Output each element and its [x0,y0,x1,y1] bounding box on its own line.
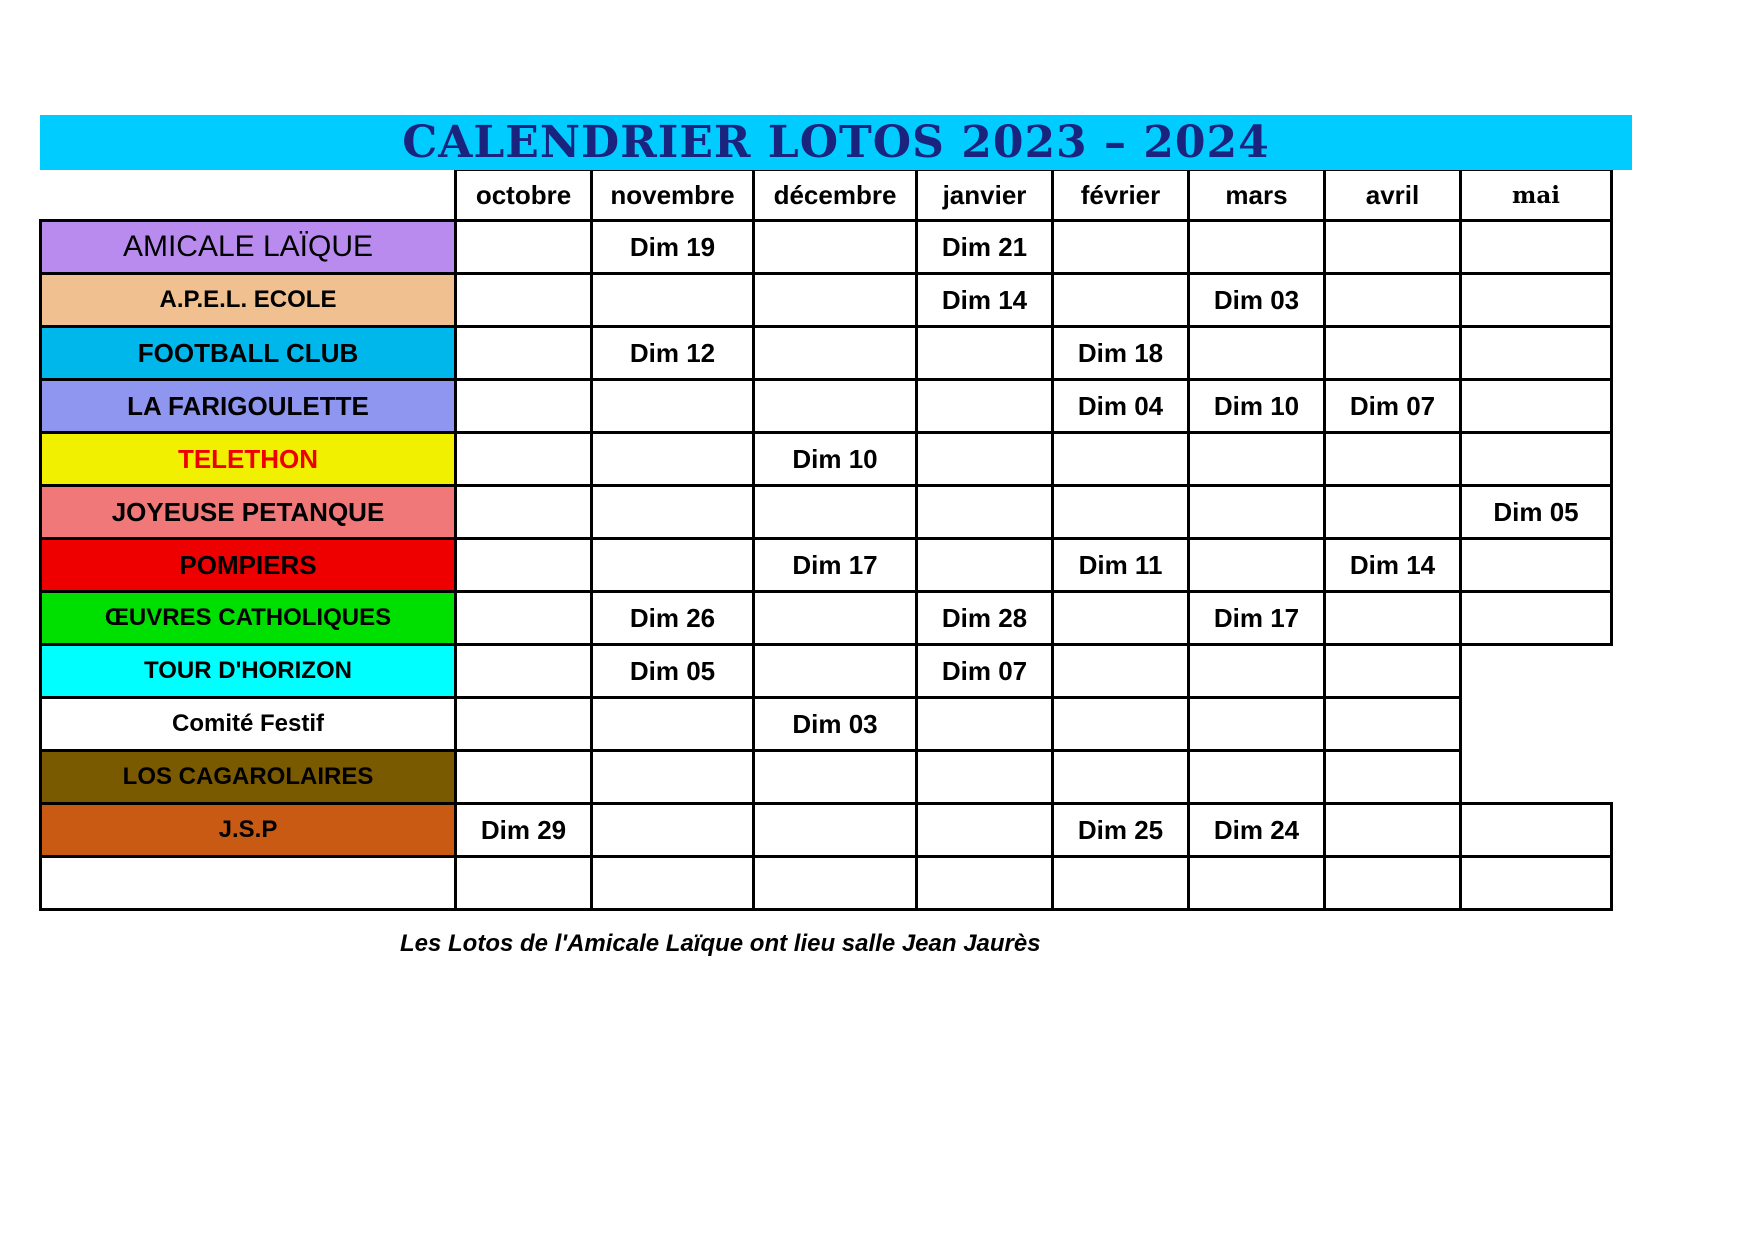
date-cell [456,274,592,327]
date-cell [592,274,754,327]
month-header: novembre [592,171,754,221]
date-cell [754,592,917,645]
corner-cell [41,171,456,221]
date-cell [1325,592,1461,645]
date-cell [917,857,1053,910]
date-cell [1053,592,1189,645]
date-cell [754,380,917,433]
table-row [41,486,1612,539]
footer-note: Les Lotos de l'Amicale Laïque ont lieu salle Jean Jaurès [400,930,1041,957]
date-cell [1053,698,1189,751]
organisation-name: TELETHON [41,433,456,486]
date-cell: Dim 21 [917,221,1053,274]
date-cell: Dim 24 [1189,804,1325,857]
date-cell [1053,221,1189,274]
date-cell [754,645,917,698]
date-cell [592,804,754,857]
date-cell [917,327,1053,380]
date-cell [456,698,592,751]
month-header: avril [1325,171,1461,221]
date-cell: Dim 25 [1053,804,1189,857]
date-cell [917,486,1053,539]
title-banner [40,115,1632,170]
table-row [41,327,1612,380]
date-cell [917,380,1053,433]
date-cell: Dim 29 [456,804,592,857]
date-cell: Dim 03 [1189,274,1325,327]
date-cell: Dim 05 [592,645,754,698]
organisation-name: A.P.E.L. ECOLE [41,274,456,327]
date-cell [1189,751,1325,804]
date-cell: Dim 04 [1053,380,1189,433]
date-cell: Dim 10 [754,433,917,486]
month-header-row [41,171,1612,221]
date-cell: Dim 07 [1325,380,1461,433]
date-cell [1325,327,1461,380]
month-header: octobre [456,171,592,221]
date-cell [754,804,917,857]
date-cell [592,698,754,751]
date-cell [754,857,917,910]
organisation-name: TOUR D'HORIZON [41,645,456,698]
table-row [41,592,1612,645]
date-cell [1461,804,1612,857]
date-cell [917,804,1053,857]
table-row [41,645,1612,698]
date-cell [1461,274,1612,327]
date-cell: Dim 03 [754,698,917,751]
date-cell [1053,433,1189,486]
date-cell [456,751,592,804]
date-cell [1325,804,1461,857]
date-cell [1053,857,1189,910]
date-cell [754,327,917,380]
organisation-name: Comité Festif [41,698,456,751]
organisation-name: AMICALE LAÏQUE [41,221,456,274]
date-cell: Dim 17 [1189,592,1325,645]
date-cell [1325,751,1461,804]
date-cell [1189,539,1325,592]
date-cell [917,539,1053,592]
date-cell [1325,645,1461,698]
organisation-name: ŒUVRES CATHOLIQUES [41,592,456,645]
date-cell: Dim 28 [917,592,1053,645]
organisation-name: FOOTBALL CLUB [41,327,456,380]
month-header: décembre [754,171,917,221]
date-cell: Dim 07 [917,645,1053,698]
table-row [41,274,1612,327]
date-cell [1189,327,1325,380]
date-cell [1461,327,1612,380]
table-row [41,380,1612,433]
month-header: janvier [917,171,1053,221]
date-cell [1189,433,1325,486]
date-cell [1461,221,1612,274]
date-cell [1053,645,1189,698]
date-cell [592,433,754,486]
organisation-name: POMPIERS [41,539,456,592]
date-cell [456,592,592,645]
date-cell [456,645,592,698]
month-header: mai [1461,171,1612,221]
organisation-name: LA FARIGOULETTE [41,380,456,433]
organisation-name: LOS CAGAROLAIRES [41,751,456,804]
date-cell: Dim 12 [592,327,754,380]
date-cell [754,486,917,539]
date-cell: Dim 05 [1461,486,1612,539]
date-cell [917,751,1053,804]
organisation-name: JOYEUSE PETANQUE [41,486,456,539]
date-cell [1189,645,1325,698]
date-cell [592,857,754,910]
date-cell: Dim 18 [1053,327,1189,380]
table-row [41,751,1612,804]
organisation-name [41,857,456,910]
date-cell: Dim 17 [754,539,917,592]
date-cell: Dim 19 [592,221,754,274]
table-row [41,539,1612,592]
date-cell [754,751,917,804]
date-cell [1461,592,1612,645]
table-row [41,433,1612,486]
date-cell [917,698,1053,751]
organisation-name: J.S.P [41,804,456,857]
date-cell [1053,486,1189,539]
date-cell [1189,857,1325,910]
date-cell [1325,274,1461,327]
date-cell [456,433,592,486]
page-title: CALENDRIER LOTOS 2023 – 2024 [402,117,1270,168]
date-cell [592,751,754,804]
date-cell [1325,486,1461,539]
date-cell [592,486,754,539]
table-row [41,804,1612,857]
date-cell: Dim 11 [1053,539,1189,592]
date-cell: Dim 26 [592,592,754,645]
table-row [41,221,1612,274]
date-cell [592,380,754,433]
date-cell [1325,698,1461,751]
date-cell [1461,539,1612,592]
date-cell: Dim 14 [917,274,1053,327]
date-cell [1189,698,1325,751]
table-row [41,698,1612,751]
date-cell: Dim 10 [1189,380,1325,433]
date-cell [1325,433,1461,486]
date-cell [1053,751,1189,804]
date-cell [456,486,592,539]
lotos-calendar-table [39,170,1613,911]
month-header: février [1053,171,1189,221]
date-cell: Dim 14 [1325,539,1461,592]
date-cell [1461,433,1612,486]
date-cell [917,433,1053,486]
date-cell [1325,221,1461,274]
table-row [41,857,1612,910]
date-cell [1461,380,1612,433]
date-cell [1189,486,1325,539]
date-cell [754,274,917,327]
date-cell [592,539,754,592]
date-cell [1461,857,1612,910]
date-cell [1053,274,1189,327]
date-cell [1189,221,1325,274]
date-cell [456,857,592,910]
date-cell [456,327,592,380]
month-header: mars [1189,171,1325,221]
date-cell [456,539,592,592]
date-cell [754,221,917,274]
date-cell [456,380,592,433]
date-cell [456,221,592,274]
date-cell [1325,857,1461,910]
